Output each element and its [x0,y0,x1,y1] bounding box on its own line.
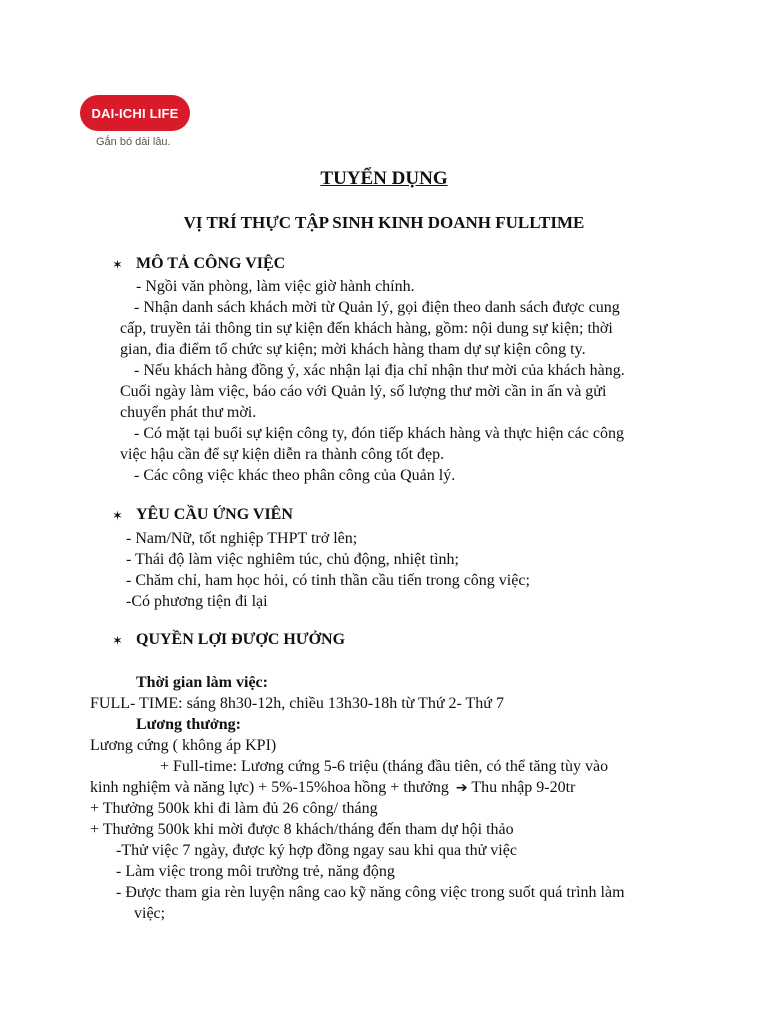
requirement-line: - Chăm chỉ, ham học hỏi, có tinh thần cầu tiến trong công việc; [126,572,530,589]
star-bullet-icon: ✶ [112,258,123,273]
job-description-line: - Nhận danh sách khách mời từ Quản lý, gọi điện theo danh sách được cung [134,299,620,316]
job-description-line: cấp, truyền tải thông tin sự kiện đến khách hàng, gồm: nội dung sự kiện; thời [120,320,613,337]
salary-line: + Thưởng 500k khi đi làm đủ 26 công/ tháng [90,800,378,817]
salary-income-line [90,777,575,799]
job-description-line: gian, đia điểm tổ chức sự kiện; mời khách hàng tham dự sự kiện công ty. [120,341,586,358]
star-bullet-icon: ✶ [112,509,123,524]
job-description-line: - Nếu khách hàng đồng ý, xác nhận lại địa chỉ nhận thư mời của khách hàng. [134,362,625,379]
salary-line: Lương cứng ( không áp KPI) [90,737,277,754]
arrow-right-icon: ➔ [455,780,468,796]
salary-line: - Làm việc trong môi trường trẻ, năng động [116,863,395,880]
salary-label: Lương thưởng: [136,716,241,733]
page-title: TUYỂN DỤNG [320,168,448,189]
section-heading-job-description: MÔ TẢ CÔNG VIỆC [136,255,286,272]
job-description-line: - Các công việc khác theo phân công của Quản lý. [134,467,456,484]
requirement-line: - Thái độ làm việc nghiêm túc, chủ động, nhiệt tình; [126,551,459,568]
section-heading-requirements: YÊU CẦU ỨNG VIÊN [136,506,293,523]
salary-line: -Thử việc 7 ngày, được ký hợp đồng ngay sau khi qua thử việc [116,842,517,859]
salary-line: + Thưởng 500k khi mời được 8 khách/tháng đến tham dự hội thảo [90,821,514,838]
income-range: Thu nhập 9-20tr [471,779,576,796]
job-description-line: - Ngồi văn phòng, làm việc giờ hành chính. [136,278,415,295]
requirement-line: -Có phương tiện đi lại [126,593,268,610]
position-subtitle: VỊ TRÍ THỰC TẬP SINH KINH DOANH FULLTIME [183,213,585,232]
job-description-line: chuyển phát thư mời. [120,404,257,421]
star-bullet-icon: ✶ [112,634,123,649]
salary-line: + Full-time: Lương cứng 5-6 triệu (tháng đầu tiên, có thể tăng tùy vào [160,758,609,775]
job-description-line: Cuối ngày làm việc, báo cáo với Quản lý, số lượng thư mời cần in ấn và gửi [120,383,607,400]
logo-brand-text: DAI-ICHI LIFE [91,105,179,121]
logo-tagline: Gắn bó dài lâu. [96,136,171,148]
company-logo [80,95,190,131]
salary-line: kinh nghiệm và năng lực) + 5%-15%hoa hồng + thưởng [90,779,449,796]
section-heading-benefits: QUYỀN LỢI ĐƯỢC HƯỞNG [136,631,346,648]
work-time-label: Thời gian làm việc: [136,674,268,691]
salary-line: việc; [134,905,166,922]
requirement-line: - Nam/Nữ, tốt nghiệp THPT trở lên; [126,530,358,547]
salary-line: - Được tham gia rèn luyện nâng cao kỹ năng công việc trong suốt quá trình làm [116,884,625,901]
job-description-line: - Có mặt tại buổi sự kiện công ty, đón tiếp khách hàng và thực hiện các công [134,425,624,442]
job-description-line: việc hậu cần để sự kiện diễn ra thành công tốt đẹp. [120,446,445,463]
work-time-value: FULL- TIME: sáng 8h30-12h, chiều 13h30-18h từ Thứ 2- Thứ 7 [90,695,504,712]
